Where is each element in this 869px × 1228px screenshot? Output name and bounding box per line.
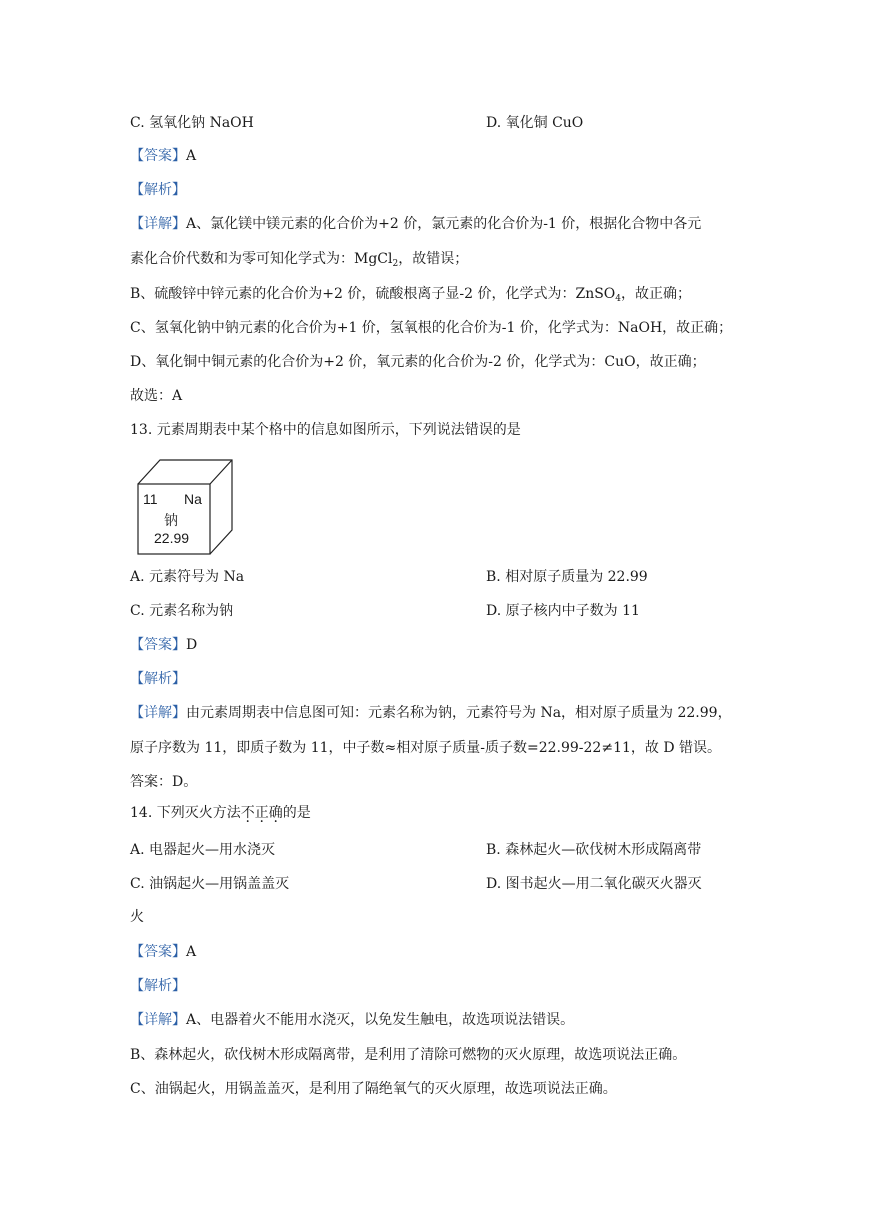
q12-detail-line2 bbox=[130, 249, 468, 274]
q13-detail-line1 bbox=[130, 703, 732, 723]
q12-detail-line4: C、氢氧化钠中钠元素的化合价为+1 价，氢氧根的化合价为-1 价，化学式为：NaOH，故正确； bbox=[130, 320, 733, 336]
q13-option-c: C. 元素名称为钠 bbox=[130, 603, 234, 619]
q14-option-d: D. 图书起火—用二氧化碳灭火器灭 bbox=[486, 876, 702, 892]
detail-label: 【详解】 bbox=[130, 1012, 186, 1028]
answer-label: 【答案】 bbox=[130, 944, 186, 960]
q12-detail-line3 bbox=[130, 284, 691, 309]
q14-stem bbox=[130, 803, 311, 823]
element-mass: 22.99 bbox=[154, 530, 190, 546]
emphasis-char: 不 bbox=[240, 805, 255, 821]
detail-text: 由元素周期表中信息图可知：元素名称为钠，元素符号为 Na，相对原子质量为 22.99， bbox=[186, 705, 732, 721]
q13-option-a: A. 元素符号为 Na bbox=[130, 569, 245, 585]
q14-detail-line1 bbox=[130, 1010, 574, 1030]
answer-value: A bbox=[186, 148, 197, 164]
q14-option-a: A. 电器起火—用水浇灭 bbox=[130, 842, 276, 858]
q12-analysis-label: 【解析】 bbox=[130, 182, 186, 198]
detail-text: ，故正确； bbox=[621, 286, 692, 302]
element-name: 钠 bbox=[164, 513, 178, 529]
answer-value: D bbox=[186, 637, 198, 653]
q14-analysis-label: 【解析】 bbox=[130, 978, 186, 994]
detail-text: ，故错误； bbox=[398, 251, 469, 267]
q14-answer bbox=[130, 942, 196, 962]
q13-stem: 13. 元素周期表中某个格中的信息如图所示，下列说法错误的是 bbox=[130, 422, 521, 438]
emphasis-char: 确 bbox=[268, 805, 283, 821]
q14-detail-line3: C、油锅起火，用锅盖盖灭，是利用了隔绝氧气的灭火原理，故选项说法正确。 bbox=[130, 1081, 617, 1097]
q12-detail-line5: D、氧化铜中铜元素的化合价为+2 价，氧元素的化合价为-2 价，化学式为：CuO，故正确； bbox=[130, 354, 706, 370]
answer-label: 【答案】 bbox=[130, 148, 186, 164]
emphasis-char: 正 bbox=[254, 805, 269, 821]
q12-option-d: D. 氧化铜 CuO bbox=[486, 115, 584, 131]
q13-analysis-label: 【解析】 bbox=[130, 671, 186, 687]
detail-text: B、硫酸锌中锌元素的化合价为+2 价，硫酸根离子显-2 价，化学式为：ZnSO bbox=[130, 286, 616, 302]
q13-detail-line2: 原子序数为 11，即质子数为 11，中子数≈相对原子质量-质子数=22.99-22≠11，故 D 错误。 bbox=[130, 740, 722, 756]
q14-option-c: C. 油锅起火—用锅盖盖灭 bbox=[130, 876, 290, 892]
q13-answer bbox=[130, 635, 197, 655]
q12-detail-line1 bbox=[130, 214, 701, 234]
subscript: 4 bbox=[615, 294, 622, 304]
detail-text: A、氯化镁中镁元素的化合价为+2 价，氯元素的化合价为-1 价，根据化合物中各元 bbox=[186, 216, 702, 232]
q13-conclusion: 答案：D。 bbox=[130, 774, 198, 790]
answer-value: A bbox=[186, 944, 197, 960]
element-cell-figure bbox=[136, 456, 236, 556]
q12-conclusion: 故选：A bbox=[130, 388, 183, 404]
element-symbol: Na bbox=[184, 491, 202, 507]
q12-option-c: C. 氢氧化钠 NaOH bbox=[130, 115, 254, 131]
detail-label: 【详解】 bbox=[130, 705, 186, 721]
subscript: 2 bbox=[392, 259, 399, 269]
detail-text: 素化合价代数和为零可知化学式为：MgCl bbox=[130, 251, 393, 267]
answer-label: 【答案】 bbox=[130, 637, 186, 653]
q13-option-b: B. 相对原子质量为 22.99 bbox=[486, 569, 648, 585]
detail-label: 【详解】 bbox=[130, 216, 186, 232]
q14-detail-line2: B、森林起火，砍伐树木形成隔离带，是利用了清除可燃物的灭火原理，故选项说法正确。 bbox=[130, 1047, 687, 1063]
q13-option-d: D. 原子核内中子数为 11 bbox=[486, 603, 640, 619]
stem-text: 14. 下列灭火方法 bbox=[130, 805, 241, 821]
element-atomic-number: 11 bbox=[143, 491, 158, 507]
q14-option-b: B. 森林起火—砍伐树木形成隔离带 bbox=[486, 842, 702, 858]
detail-text: A、电器着火不能用水浇灭，以免发生触电，故选项说法错误。 bbox=[186, 1012, 575, 1028]
stem-text: 的是 bbox=[282, 805, 311, 821]
q12-answer bbox=[130, 146, 196, 166]
q14-option-d-wrap: 火 bbox=[130, 909, 144, 925]
